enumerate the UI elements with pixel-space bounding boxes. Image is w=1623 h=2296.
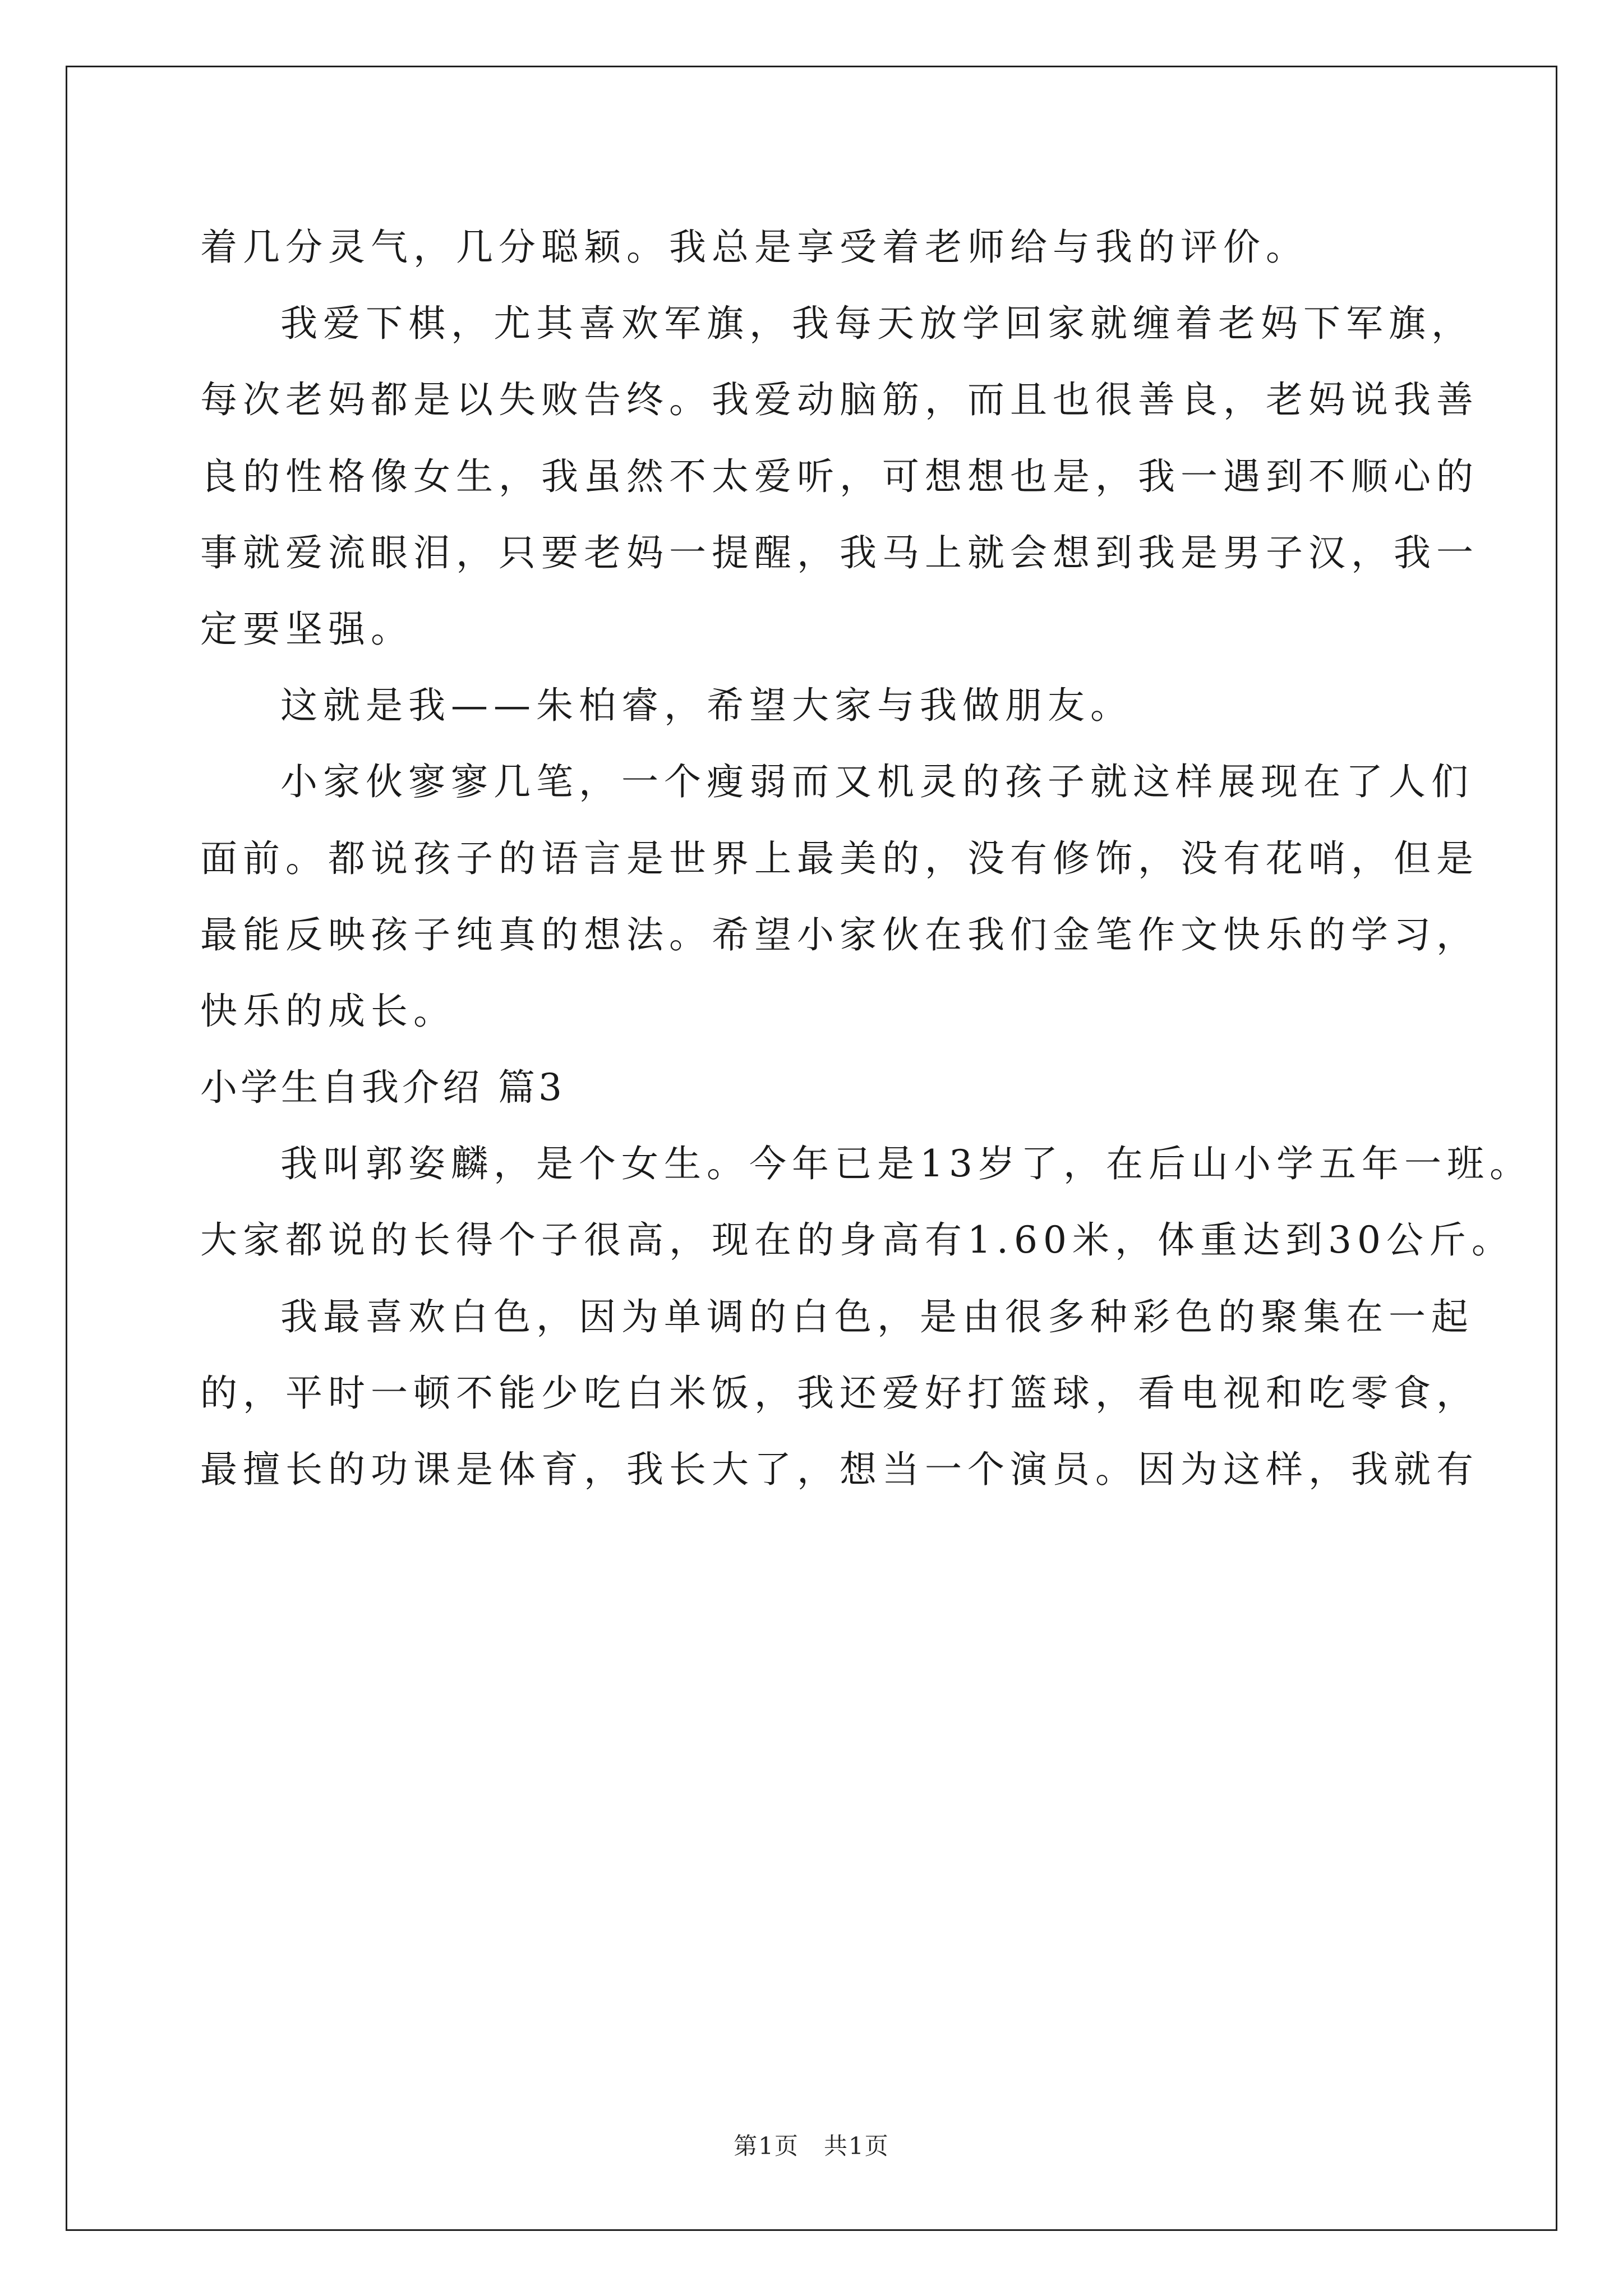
paragraph-line: 我爱下棋，尤其喜欢军旗，我每天放学回家就缠着老妈下军旗，: [280, 302, 1474, 345]
text-line: 最能反映孩子纯真的想法。希望小家伙在我们金笔作文快乐的学习，: [200, 913, 1479, 956]
paragraph-line: 这就是我——朱柏睿，希望大家与我做朋友。: [280, 684, 1133, 727]
text-line: 面前。都说孩子的语言是世界上最美的，没有修饰，没有花哨，但是: [200, 837, 1479, 880]
paragraph-line: 我叫郭姿麟，是个女生。今年已是13岁了，在后山小学五年一班。: [280, 1142, 1532, 1185]
text-line: 定要坚强。: [200, 608, 413, 651]
paragraph-line: 我最喜欢白色，因为单调的白色，是由很多种彩色的聚集在一起: [280, 1295, 1474, 1338]
text-line: 每次老妈都是以失败告终。我爱动脑筋，而且也很善良，老妈说我善: [200, 378, 1479, 421]
paragraph-line: 小家伙寥寥几笔，一个瘦弱而又机灵的孩子就这样展现在了人们: [280, 760, 1474, 803]
section-heading: 小学生自我介绍 篇3: [200, 1066, 565, 1109]
text-line: 的，平时一顿不能少吃白米饭，我还爱好打篮球，看电视和吃零食，: [200, 1372, 1479, 1415]
page-number: 第1页 共1页: [734, 2132, 889, 2160]
text-line: 良的性格像女生，我虽然不太爱听，可想想也是，我一遇到不顺心的: [200, 455, 1479, 498]
text-line: 快乐的成长。: [200, 990, 456, 1033]
text-line: 最擅长的功课是体育，我长大了，想当一个演员。因为这样，我就有: [200, 1448, 1479, 1491]
text-line: 大家都说的长得个子很高，现在的身高有1.60米，体重达到30公斤。: [200, 1218, 1514, 1262]
text-line: 事就爱流眼泪，只要老妈一提醒，我马上就会想到我是男子汉，我一: [200, 531, 1479, 574]
text-line: 着几分灵气，几分聪颖。我总是享受着老师给与我的评价。: [200, 226, 1308, 269]
